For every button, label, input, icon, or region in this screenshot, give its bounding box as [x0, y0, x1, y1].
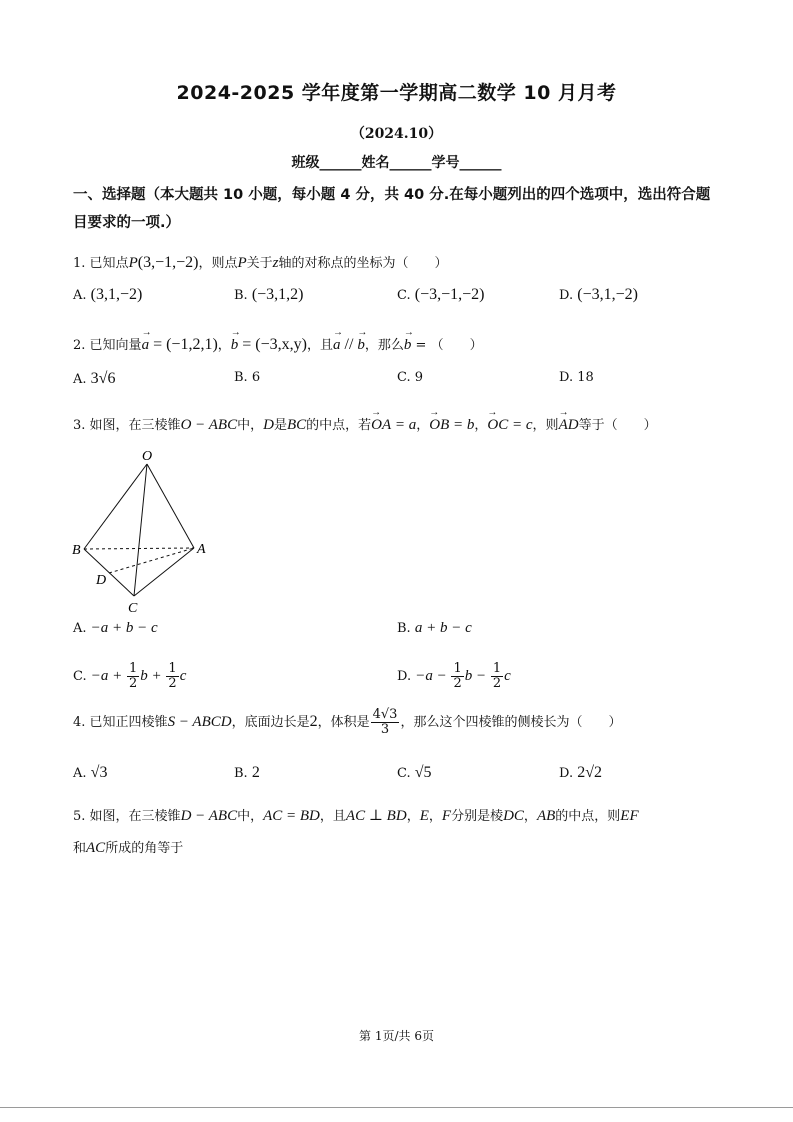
q1-option-d[interactable]: D. (−3,1,−2): [559, 286, 638, 303]
question-5: 5. 如图，在三棱锥D − ABC中，AC = BD，且AC ⊥ BD，E，F分别是棱DC，AB的中点，则EF: [73, 808, 639, 824]
label-b: B: [72, 543, 81, 558]
page-footer: 第 1页/共 6页: [359, 1029, 434, 1043]
question-number: 5.: [73, 809, 86, 824]
q2-option-c[interactable]: C. 9: [397, 370, 424, 385]
q2-option-b[interactable]: B. 6: [234, 370, 261, 385]
question-number: 4.: [73, 715, 86, 730]
question-5-line-2: 和AC所成的角等于: [73, 840, 184, 856]
question-2: 2. 已知向量→ a = (−1,2,1)，→ b = (−3,x,y)，且→ a // → b，那么→ b = （ ）: [73, 334, 483, 354]
q1-option-c[interactable]: C. (−3,−1,−2): [397, 286, 485, 303]
question-3: 3. 如图，在三棱锥O − ABC中，D是BC的中点，若→ OA = a，→ OB = b，→ OC = c，则→ AD等于（ ）: [73, 414, 657, 434]
question-1: 1. 已知点P(3,−1,−2)，则点P关于z轴的对称点的坐标为（ ）: [73, 254, 448, 271]
exam-date: （2024.10）: [350, 126, 443, 142]
q4-option-d[interactable]: D. 2√2: [559, 764, 603, 781]
edge-ab-hidden: [84, 548, 194, 549]
section-heading: 一、选择题（本大题共 10 小题，每小题 4 分，共 40 分.在每小题列出的四个选项中，选出符合题目要求的一项.）: [73, 187, 711, 231]
q1-option-b[interactable]: B. (−3,1,2): [234, 286, 304, 303]
class-name-id-line: 班级______姓名______学号______: [291, 155, 502, 171]
edge-oc: [134, 464, 147, 596]
q4-option-b[interactable]: B. 2: [234, 764, 260, 781]
page-title: 2024-2025 学年度第一学期高二数学 10 月月考: [176, 82, 617, 104]
edge-oa: [147, 464, 194, 548]
question-number: 1.: [73, 256, 86, 271]
tetrahedron-figure: [68, 446, 218, 616]
label-a: A: [197, 542, 206, 557]
q2-option-a[interactable]: A. 3√6: [73, 370, 116, 387]
label-o: O: [142, 449, 153, 464]
label-d: D: [96, 573, 107, 588]
edge-ob: [84, 464, 147, 549]
question-4: 4. 已知正四棱锥S − ABCD，底面边长是2，体积是 $\frac{4√3}{3}$ ，那么这个四棱锥的侧棱长为（ ）: [73, 707, 622, 737]
question-number: 3.: [73, 418, 86, 433]
question-number: 2.: [73, 338, 86, 353]
q4-option-c[interactable]: C. √5: [397, 764, 432, 781]
q3-option-a[interactable]: A. −a + b − c: [73, 620, 158, 636]
q4-option-a[interactable]: A. √3: [73, 764, 108, 781]
q1-option-a[interactable]: A. (3,1,−2): [73, 286, 143, 303]
label-c: C: [128, 601, 138, 616]
bottom-divider: [0, 1107, 793, 1108]
q3-option-c[interactable]: C. −a + $\frac{1}{2}$ b + $\frac{1}{2}$ c: [73, 661, 187, 691]
segment-ad-hidden: [109, 548, 194, 573]
q3-option-b[interactable]: B. a + b − c: [397, 620, 472, 636]
q2-option-d[interactable]: D. 18: [559, 370, 594, 385]
q3-option-d[interactable]: D. −a − $\frac{1}{2}$ b − $\frac{1}{2}$ c: [397, 661, 511, 691]
edge-ac: [134, 548, 194, 596]
